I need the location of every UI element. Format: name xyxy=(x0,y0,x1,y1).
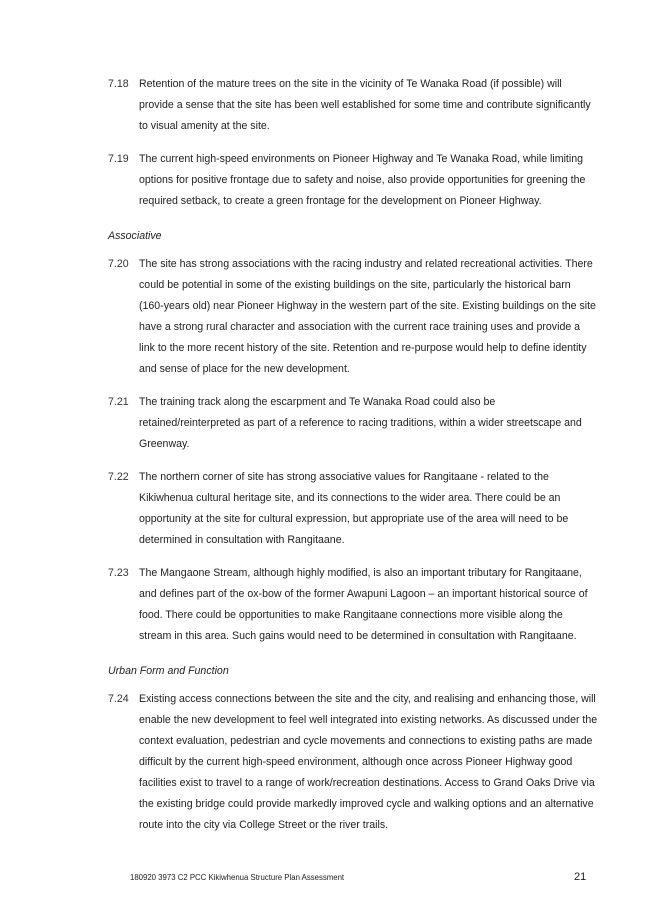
paragraph-text: The Mangaone Stream, although highly modified, is also an important tributary for Rangitaane, and defines part of the ox-bow of the former Awapuni Lagoon – an important historical source of food. There could be opportunities to make Rangitaane connections more visible along the stream in this area. Such gains would need to be determined in consultation with Rangitaane. xyxy=(139,567,588,642)
paragraph-number: 7.18 xyxy=(108,78,129,90)
paragraph-number: 7.22 xyxy=(108,471,129,483)
paragraph-7-21 xyxy=(108,392,598,455)
paragraph-7-18 xyxy=(108,74,598,137)
section-heading-urban-form: Urban Form and Function xyxy=(108,665,229,677)
paragraph-7-19 xyxy=(108,149,598,212)
paragraph-7-23 xyxy=(108,563,598,647)
section-heading-associative: Associative xyxy=(108,230,162,242)
paragraph-text: The northern corner of site has strong associative values for Rangitaane - related to the Kikiwhenua cultural heritage site, and its connections to the wider area. There could be an opportunity at the site for cultural expression, but appropriate use of the area will need to be determined in consultation with Rangitaane. xyxy=(139,471,569,546)
paragraph-number: 7.24 xyxy=(108,693,129,705)
paragraph-text: Existing access connections between the site and the city, and realising and enhancing those, will enable the new development to feel well integrated into existing networks. As discussed under the context evaluation, pedestrian and cycle movements and connections to existing paths are made difficult by the current high-speed environment, although once across Pioneer Highway good facilities exist to travel to a range of work/recreation destinations. Access to Grand Oaks Drive via the existing bridge could provide markedly improved cycle and walking options and an alternative route into the city via College Street or the river trails. xyxy=(139,693,598,831)
paragraph-number: 7.23 xyxy=(108,567,129,579)
paragraph-7-20 xyxy=(108,254,598,380)
paragraph-number: 7.20 xyxy=(108,258,129,270)
paragraph-number: 7.21 xyxy=(108,396,129,408)
paragraph-text: The training track along the escarpment and Te Wanaka Road could also be retained/reinterpreted as part of a reference to racing traditions, within a wider streetscape and Greenway. xyxy=(139,396,582,450)
page-number: 21 xyxy=(574,871,587,883)
paragraph-7-22 xyxy=(108,467,598,551)
paragraph-text: Retention of the mature trees on the site in the vicinity of Te Wanaka Road (if possible) will provide a sense that the site has been well established for some time and contribute significantly to visual amenity at the site. xyxy=(139,78,591,132)
paragraph-7-24 xyxy=(108,689,598,836)
paragraph-text: The current high-speed environments on Pioneer Highway and Te Wanaka Road, while limiting options for positive frontage due to safety and noise, also provide opportunities for greening the required setback, to create a green frontage for the development on Pioneer Highway. xyxy=(139,153,586,207)
paragraph-text: The site has strong associations with the racing industry and related recreational activities. There could be potential in some of the existing buildings on the site, particularly the historical barn (160-years old) near Pioneer Highway in the western part of the site. Existing buildings on the site have a strong rural character and association with the current race training uses and provide a link to the more recent history of the site. Retention and re-purpose would help to define identity and sense of place for the new development. xyxy=(139,258,596,375)
paragraph-number: 7.19 xyxy=(108,153,129,165)
footer-doc-reference: 180920 3973 C2 PCC Kikiwhenua Structure Plan Assessment xyxy=(130,873,345,882)
